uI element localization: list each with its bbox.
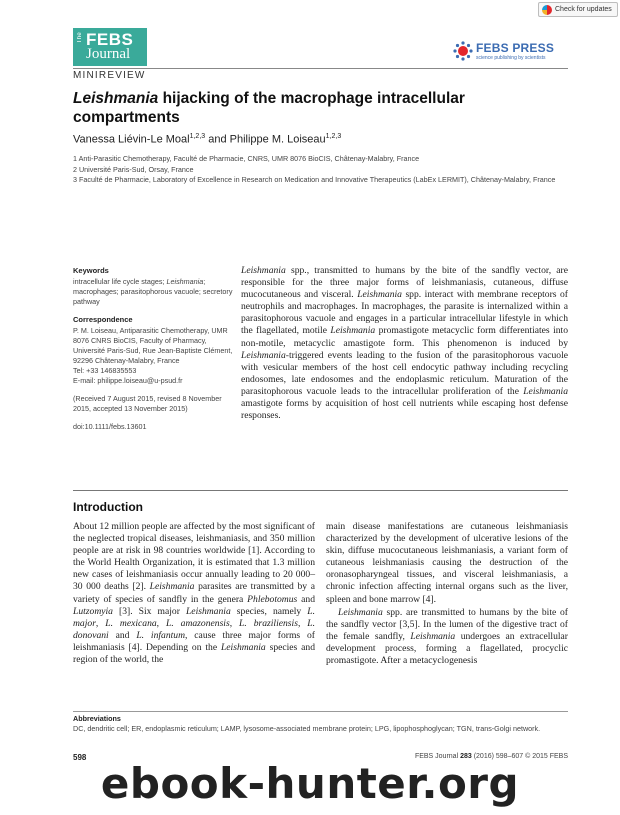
febs-journal-logo xyxy=(73,28,147,66)
affiliation-item: 1 Anti-Parasitic Chemotherapy, Faculté de Pharmacie, CNRS, UMR 8076 BioCIS, Châtenay-Malabry, France xyxy=(73,154,420,163)
correspondence-heading: Correspondence xyxy=(73,315,133,324)
author-conjunction: and xyxy=(205,133,230,146)
italic-run: Leishmania xyxy=(523,385,568,397)
logo-the: The xyxy=(77,32,83,44)
italic-run: L. braziliensis xyxy=(239,617,298,629)
italic-run: Leishmania xyxy=(410,630,456,642)
check-for-updates-label: Check for updates xyxy=(555,6,612,13)
correspondence-email[interactable]: E-mail: philippe.loiseau@u-psud.fr xyxy=(73,376,183,385)
author-affiliation-marks: 1,2,3 xyxy=(325,133,342,140)
title-genus: Leishmania xyxy=(73,90,159,107)
italic-run: Leishmania xyxy=(149,581,195,593)
febs-press-name: FEBS PRESS xyxy=(476,41,555,55)
author-name: Philippe M. Loiseau xyxy=(229,133,326,146)
author-affiliation-marks: 1,2,3 xyxy=(189,133,206,140)
affiliation-item: 2 Université Paris-Sud, Orsay, France xyxy=(73,164,194,174)
author-name: Vanessa Liévin-Le Moal xyxy=(73,133,190,146)
received-dates: (Received 7 August 2015, revised 8 November 2015, accepted 13 November 2015) xyxy=(73,394,222,413)
abbreviations-divider xyxy=(73,711,568,712)
febs-press-tagline: science publishing by scientists xyxy=(476,55,546,61)
title-rest: hijacking of the macrophage intracellular compartments xyxy=(73,90,465,126)
doi-link[interactable]: doi:10.1111/febs.13601 xyxy=(73,422,147,431)
body-paragraph: main disease manifestations are cutaneous leishmaniasis characterized by the development of ulcerative lesions of the skin, diffuse mucocutaneous leishmaniasis, a variant form of cutaneous leishmaniasis causing the destruction of the oronasopharyngeal tissues, and visceral leishmaniasis, a chronic infection affecting internal organs such as the liver, spleen and bone marrow [4]. xyxy=(326,521,568,605)
logo-journal: Journal xyxy=(86,46,131,62)
italic-run: L. amazonensis xyxy=(166,617,230,629)
watermark: ebook-hunter.org xyxy=(100,759,520,808)
italic-run: Leishmania xyxy=(241,265,286,276)
author-list xyxy=(73,133,341,146)
check-for-updates-button[interactable] xyxy=(538,2,618,17)
affiliation-item: 3 Faculté de Pharmacie, Laboratory of Excellence in Research on Medication and Innovative Therapeutics (LabEx LERMIT), Châtenay-Malabry, France xyxy=(73,175,556,184)
abstract: Leishmania spp., transmitted to humans by the bite of the sandfly vector, are responsible for the three major forms of leishmaniasis, cutaneous, diffuse mucocutaneous and visceral. Leishmania spp. interact with membrane receptors of neutrophils and macrophages. In macrophages, the parasite is internalized within a parasitophorous vacuole and engages in a particular intracellular lifestyle in which the flagellated, motile Leishmania promastigote metacyclic form differentiates into non-motile, metacyclic amastigote form. This phenomenon is induced by Leishmania-triggered events leading to the fusion of the parasitophorous vacuole with vesicular members of the host cell endocytic pathway including recycling endosomes, late endosomes and the endoplasmic reticulum. Maturation of the parasitophorous vacuole leads to the intracellular proliferation of the Leishmania amastigote forms by acquisition of host cell nutrients while escaping host defense responses. xyxy=(241,265,569,422)
italic-run: L. infantum xyxy=(136,629,186,641)
body-paragraph: Leishmania spp. are transmitted to humans by the bite of the sandfly vector [3,5]. In the lumen of the digestive tract of the female sandfly, Leishmania undergoes an extracellular development process, forming a flagellated, procyclic promastigote. After a metacyclogenesis xyxy=(326,606,568,667)
keywords-text: intracellular life cycle stages; Leishmania; macrophages; parasitophorous vacuole; secretory pathway xyxy=(73,277,233,306)
body-column-right xyxy=(326,521,568,667)
italic-run: Phlebotomus xyxy=(247,593,298,605)
keywords-heading: Keywords xyxy=(73,266,109,275)
febs-press-icon xyxy=(452,40,474,62)
correspondence-phone: Tel: +33 146835553 xyxy=(73,366,137,375)
italic-run: L. major xyxy=(73,605,315,629)
affiliations xyxy=(73,154,568,186)
header-divider xyxy=(73,68,568,69)
italic-run: Lutzomyia xyxy=(73,605,113,617)
italic-run: Leishmania xyxy=(338,606,383,618)
article-type: MINIREVIEW xyxy=(73,70,146,81)
section-divider xyxy=(73,490,568,491)
italic-run: Leishmania xyxy=(330,325,376,337)
crossmark-icon xyxy=(542,5,552,15)
introduction-heading: Introduction xyxy=(73,500,143,514)
italic-run: Leishmania xyxy=(185,605,231,617)
logo-febs: FEBS xyxy=(86,30,134,49)
italic-run: L. donovani xyxy=(73,617,315,641)
febs-press-logo xyxy=(452,40,568,64)
article-title xyxy=(73,89,573,127)
correspondence-block xyxy=(73,315,233,386)
abbreviations xyxy=(73,714,568,734)
italic-run: Leishmania xyxy=(357,289,402,301)
body-paragraph: About 12 million people are affected by the most significant of the neglected tropical diseases, leishmaniasis, and 350 million people are at risk in 98 countries worldwide [1]. According to the World Health Organization, it is estimated that 1.3 million new cases of leishmaniasis occur annually leading to 20 000–30 000 deaths [2]. Leishmania parasites are transmitted by a variety of species of sandfly in the genera Phlebotomus and Lutzomyia [3]. Six major Leishmania species, namely L. major, L. mexicana, L. amazonensis, L. braziliensis, L. donovani and L. infantum, cause three major forms of leishmaniasis [4]. Depending on the Leishmania species and region of the world, the xyxy=(73,521,315,666)
abbreviations-text: DC, dendritic cell; ER, endoplasmic reticulum; LAMP, lysosome-associated membrane protein; LPG, lipophosphoglycan; TGN, trans-Golgi network. xyxy=(73,724,541,733)
italic-run: Leishmania xyxy=(241,349,286,361)
italic-run: Leishmania xyxy=(220,641,266,653)
italic-run: L. mexicana xyxy=(105,617,157,629)
journal-citation: FEBS Journal 283 (2016) 598–607 © 2015 FEBS xyxy=(414,753,568,760)
body-column-left xyxy=(73,521,315,666)
correspondence-address: P. M. Loiseau, Antiparasitic Chemotherapy, UMR 8076 CNRS BioCIS, Faculty of Pharmacy, Université Paris-Sud, Rue Jean-Baptiste Clément, 92296 Châtenay-Malabry, France xyxy=(73,326,233,365)
keywords-block xyxy=(73,266,233,307)
abbreviations-heading: Abbreviations xyxy=(73,714,121,723)
article-info-sidebar xyxy=(73,266,233,440)
page-number: 598 xyxy=(73,753,87,762)
